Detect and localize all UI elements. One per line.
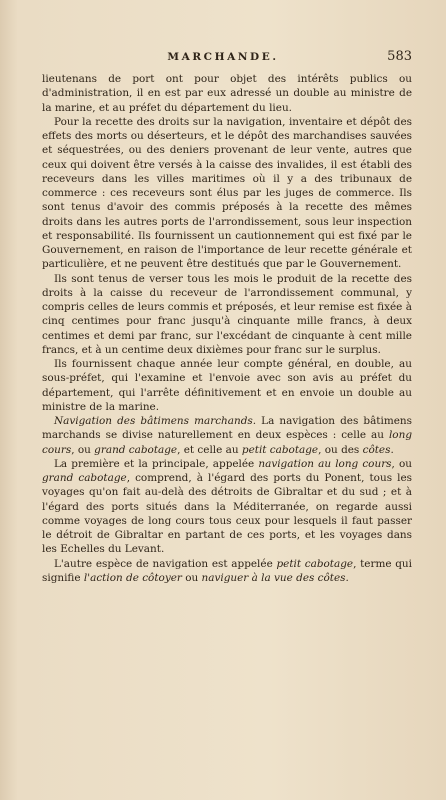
italic-text: grand cabotage	[94, 443, 178, 456]
paragraph-text: La première et la principale, appelée	[54, 457, 259, 470]
paragraph-text: , ou des	[318, 443, 363, 456]
page-header	[0, 49, 446, 67]
italic-text: petit cabotage	[276, 557, 354, 570]
italic-text: côtes	[362, 443, 391, 456]
page-number: 583	[387, 49, 412, 64]
paragraph	[42, 115, 412, 272]
paragraph-text: , terme qui signifie	[42, 557, 412, 584]
paragraph-text: , comprend, à l'égard des ports du Ponent, tous les voyages qu'on fait au-delà des détroits de Gibraltar et du sud ; et à l'égard des ports situés dans la Méditerranée, on regarde aussi comme voyages de long cours tous ceux pour lesquels il faut passer le détroit de Gibraltar en partant de ces ports, et les voyages dans les Echelles du Levant.	[42, 472, 412, 556]
italic-text: naviguer à la vue des côtes	[201, 571, 346, 584]
running-title: MARCHANDE.	[167, 51, 279, 63]
italic-text: Navigation des bâtimens marchands.	[54, 415, 257, 427]
paragraph-text: Ils fournissent chaque année leur compte général, en double, au sous-préfet, qui l'examine et l'envoie avec son avis au préfet du département, qui l'arrête définitivement et en envoie un double au ministre de la marine.	[42, 358, 412, 413]
italic-text: grand cabotage	[42, 472, 127, 484]
paragraph-text: , ou	[391, 457, 412, 470]
paragraph	[42, 414, 412, 457]
paragraph-text: .	[390, 443, 394, 456]
body-text	[42, 72, 412, 585]
italic-text: petit cabotage	[241, 443, 319, 456]
paragraph-text: lieutenans de port ont pour objet des intérêts publics ou d'administration, il en est par eux adressé un double au ministre de la marine, et au préfet du département du lieu.	[42, 73, 412, 114]
paragraph	[42, 457, 412, 557]
paragraph	[42, 272, 412, 358]
paragraph-text: , et celle au	[177, 443, 242, 456]
paragraph	[42, 557, 412, 586]
paragraph-text: , ou	[71, 443, 95, 456]
paragraph-text: L'autre espèce de navigation est appelée	[54, 557, 277, 570]
paragraph	[42, 72, 412, 115]
paragraph-text: La navigation des bâtimens marchands se divise naturellement en deux espèces : celle au	[42, 415, 412, 442]
paragraph-text: Ils sont tenus de verser tous les mois le produit de la recette des droits à la caisse du receveur de l'arrondissement communal, y compris celles de leurs commis et préposés, et leur remise est fixée à cinq centimes pour franc jusqu'à cinquante mille francs, à deux centimes et demi par franc, sur l'excédant de cinquante à cent mille francs, et à un centime deux dixièmes pour franc sur le surplus.	[42, 272, 412, 356]
paragraph-text: ou	[181, 571, 202, 584]
paragraph-text: .	[345, 571, 349, 584]
paragraph	[42, 357, 412, 414]
italic-text: l'action de côtoyer	[83, 571, 182, 584]
italic-text: long cours	[42, 429, 412, 456]
italic-text: navigation au long cours	[258, 457, 392, 470]
paragraph-text: Pour la recette des droits sur la navigation, inventaire et dépôt des effets des morts ou déserteurs, et le dépôt des marchandises sauvées et séquestrées, ou des deniers provenant de leur vente, autres que ceux qui doivent être versés à la caisse des invalides, il est établi des receveurs dans les villes maritimes où il y a des tribunaux de commerce : ces receveurs sont élus par les juges de commerce. Ils sont tenus d'avoir des commis préposés à la recette des mêmes droits dans les autres ports de l'arrondissement, sous leur inspection et responsabilité. Ils fournissent un cautionnement qui est fixé par le Gouvernement, en raison de l'importance de leur recette générale et particulière, et ne peuvent être destitués que par le Gouvernement.	[42, 115, 412, 271]
